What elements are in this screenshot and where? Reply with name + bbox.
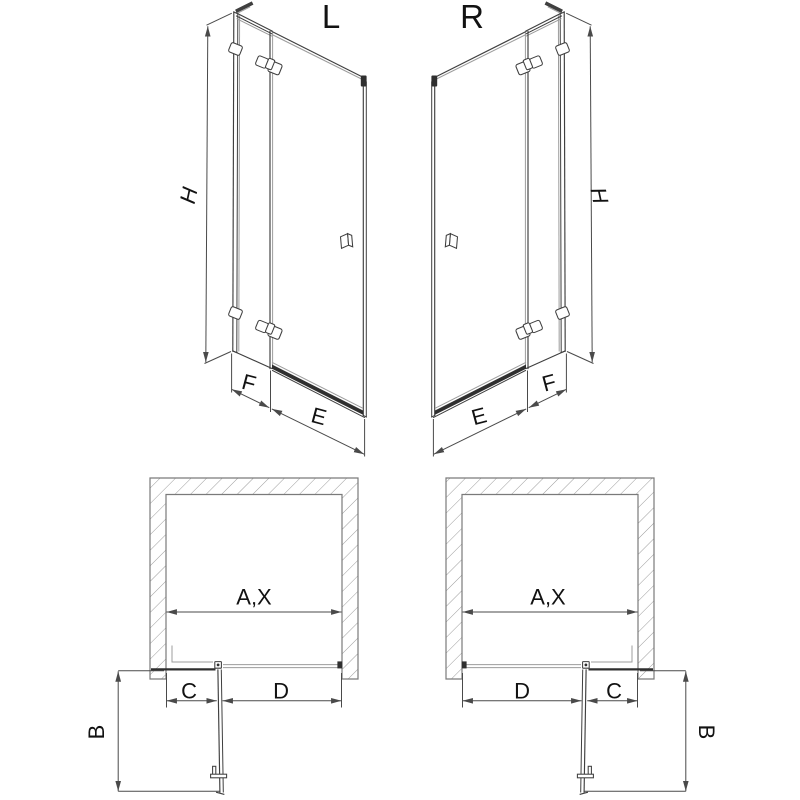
top-rail xyxy=(526,13,562,36)
hinge-bottom-door xyxy=(255,320,283,340)
label-height-right: H xyxy=(585,185,614,206)
label-c-right-plan: C xyxy=(606,678,622,704)
door-handle-plan xyxy=(577,766,593,778)
door-edge-profile-cap xyxy=(431,76,437,87)
right-variant-3d-art xyxy=(431,4,593,457)
hinge-axis xyxy=(525,32,528,369)
wall-hatch xyxy=(150,478,358,679)
dimension-b-lines xyxy=(118,671,219,792)
label-b-left-plan: B xyxy=(84,724,109,740)
door-handle-plan xyxy=(211,766,227,778)
left-variant-3d-art xyxy=(205,4,367,457)
hinge-top-door xyxy=(255,55,283,75)
door-handle xyxy=(445,234,457,249)
dimension-h-lines xyxy=(566,13,593,363)
label-door-width-right: E xyxy=(468,402,490,431)
left-variant-3d-art xyxy=(431,4,593,457)
dimension-h-lines xyxy=(205,13,232,363)
label-variant-r: R xyxy=(460,0,484,35)
label-opening-width-right-plan: A,X xyxy=(530,584,566,610)
hinge-bottom-wall xyxy=(228,306,243,320)
door-panel xyxy=(431,32,526,418)
magnet-bracket xyxy=(462,661,467,668)
hinge-bottom-wall xyxy=(555,306,570,320)
label-height-left: H xyxy=(174,185,203,206)
fixed-panel xyxy=(233,351,272,369)
wall-hatch xyxy=(446,478,654,679)
label-fixed-width-left: F xyxy=(239,368,259,397)
door-pivot xyxy=(215,662,222,669)
label-door-width-left: E xyxy=(308,402,330,431)
hinge-top-wall xyxy=(228,42,243,56)
left-variant-plan-art xyxy=(118,478,358,794)
right-variant-plan-art xyxy=(446,478,686,794)
magnet-bracket xyxy=(337,661,342,668)
label-d-right-plan: D xyxy=(514,678,530,704)
door-handle xyxy=(341,234,353,249)
hinge-bottom-door xyxy=(515,320,543,340)
door-edge-profile-cap xyxy=(361,76,367,87)
label-variant-l: L xyxy=(321,0,341,35)
threshold-plan xyxy=(223,661,342,668)
door-panel xyxy=(272,32,367,418)
hinge-top-door xyxy=(515,55,543,75)
hinge-axis xyxy=(270,32,273,369)
wall-profile xyxy=(547,4,565,353)
hinge-top-wall xyxy=(555,42,570,56)
label-d-left-plan: D xyxy=(273,678,289,704)
fixed-panel xyxy=(526,351,565,369)
threshold-plan xyxy=(462,661,581,668)
label-fixed-width-right: F xyxy=(539,368,559,397)
top-rail xyxy=(237,13,273,36)
label-opening-width-left-plan: A,X xyxy=(236,584,272,610)
labels xyxy=(84,0,719,739)
wall-profile xyxy=(233,4,251,353)
left-variant-plan-art xyxy=(446,478,686,794)
dimension-b-lines xyxy=(585,671,686,792)
label-c-left-plan: C xyxy=(181,678,197,704)
door-pivot xyxy=(583,662,590,669)
label-b-right-plan: B xyxy=(694,724,719,740)
